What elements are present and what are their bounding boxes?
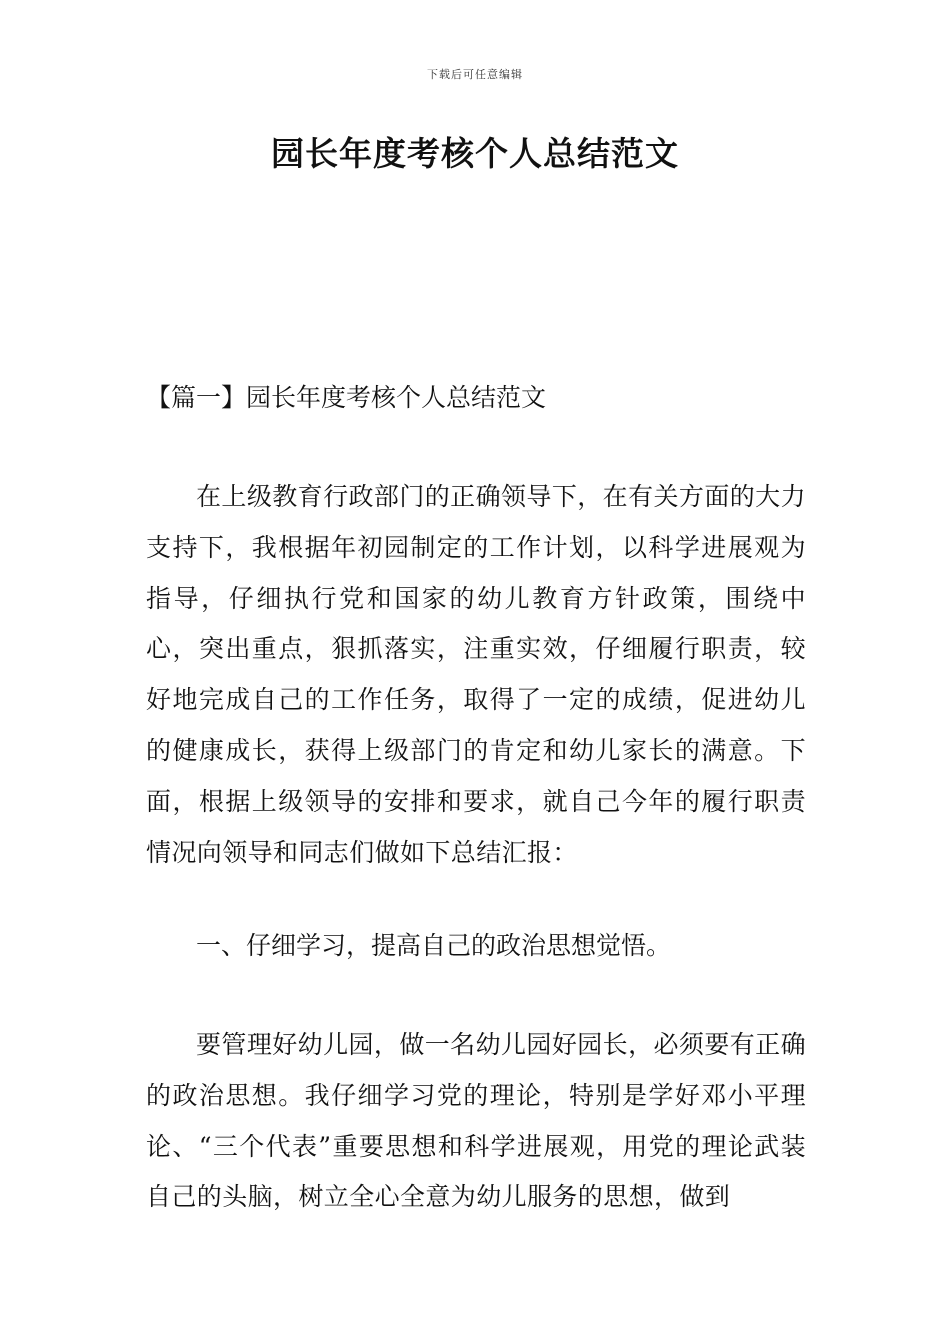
paragraph-point-1: 要管理好幼儿园，做一名幼儿园好园长，必须要有正确的政治思想。我仔细学习党的理论，特别是学好邓小平理论、“三个代表”重要思想和科学进展观，用党的理论武装自己的头脑，树立全心全意为幼儿服务的思想，做到	[146, 1030, 806, 1212]
paragraph-intro: 在上级教育行政部门的正确领导下，在有关方面的大力支持下，我根据年初园制定的工作计划，以科学进展观为指导，仔细执行党和国家的幼儿教育方针政策，围绕中心，突出重点，狠抓落实，注重实效，仔细履行职责，较好地完成自己的工作任务，取得了一定的成绩，促进幼儿的健康成长，获得上级部门的肯定和幼儿家长的满意。下面，根据上级领导的安排和要求，就自己今年的履行职责情况向领导和同志们做如下总结汇报：	[146, 482, 806, 867]
section-heading: 【篇一】园长年度考核个人总结范文	[146, 383, 547, 412]
point-heading-1: 一、仔细学习，提高自己的政治思想觉悟。	[196, 931, 672, 960]
document-title: 园长年度考核个人总结范文	[271, 134, 679, 173]
header-note: 下载后可任意编辑	[427, 68, 523, 81]
